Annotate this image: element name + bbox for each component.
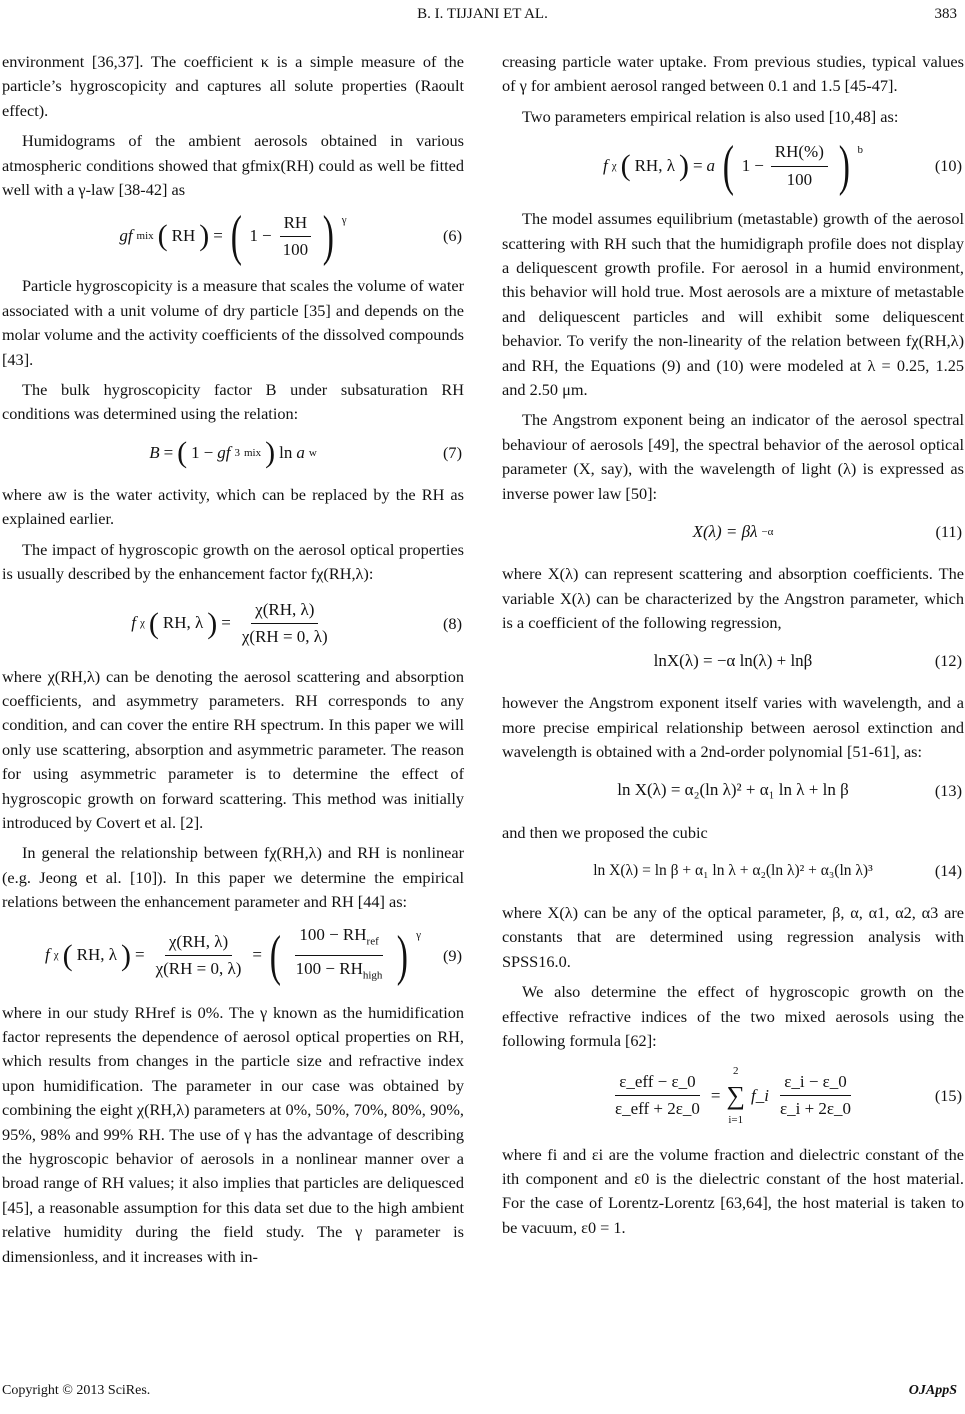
paragraph: however the Angstrom exponent itself varies with wavelength, and a more precise empirical relationship between aerosol extinction and wavelength is obtained with a 2nd-order polynomial [51-61], as: [502,693,964,762]
equation-10: f χ ( RH, λ ) = a ( 1 − $\frac{RH(\%)}{100}$ ) $^b$ (10) [602,135,962,198]
journal-name: OJAppS [908,1383,957,1398]
equation-12: lnX(λ) = −α ln(λ) + lnβ (12) [502,641,964,681]
paragraph: where X(λ) can represent scattering and absorption coefficients. The variable X(λ) can be characterized by the Angstron parameter, which is a coefficient of the following regression, [502,564,964,632]
paragraph: where fi and εi are the volume fraction and dielectric constant of the ith component and ε0 is the dielectric constant of the host material. For the case of Lorentz-Lorentz [63,64], the host material is taken to be vacuum, ε0 = 1. [502,1144,964,1237]
paragraph: The Angstrom exponent being an indicator of the aerosol spectral behaviour of aerosols [49], the spectral behavior of the aerosol optical parameter (X, say), with the wavelength of light (λ) is expressed as inverse power law [50]: [502,410,964,503]
paragraph: where in our study RHref is 0%. The γ known as the humidification factor represents the dependence of aerosol optical properties on RH, which results from changes in the particle size and refractive index upon humidification. The parameter in our case was obtained by combining the eight χ(RH,λ) parameters at 0%, 50%, 70%, 80%, 90%, 95%, 98% and 99% RH. The use of γ has the advantage of describing the hygroscopic behavior of aerosols in a nonlinear manner over a broad range of RH values; it also implies that particles are deliquesced [45], a reasonable assumption for this data set due to the high ambient relative humidity during the field study. The γ parameter is dimensionless, and it increases with in- [2,1002,464,1266]
equation-9: f χ ( RH, λ ) = $\frac{\chi(RH, \lambda)}{\chi(RH = 0, \lambda)}$ = ( $\frac{100 - RH_{ref}}{100 - RH_{high}}$ ) $^\gamma$ (9) [45,924,462,987]
equation-number: (7) [443,442,462,462]
running-title: B. I. TIJJANI ET AL. [417,6,548,22]
equation-number: (11) [935,521,962,541]
equation-number: (14) [934,860,962,880]
equation-7: B = ( 1 − gf 3 mix ) ln a w (7) [149,435,462,469]
paragraph: The impact of hygroscopic growth on the aerosol optical properties is usually described by the enhancement factor fχ(RH,λ): [2,539,464,584]
right-column [502,50,964,1246]
paragraph: where aw is the water activity, which can be replaced by the RH as explained earlier. [2,484,464,529]
paragraph: where X(λ) can be any of the optical parameter, β, α, α1, α2, α3 are constants that are determined using regression analysis with SPSS16.0. [502,902,964,971]
paragraph: The model assumes equilibrium (metastable) growth of the aerosol scattering with RH such that the humidigraph profile does not display a deliquescent growth profile. For aerosol in a humid environment, this behavior will hold true. Most aerosols are a mixture of metastable and deliquescent particles and will exhibit some deliquescent behavior. To verify the non-linearity of the relation between fχ(RH,λ) and RH, the Equations (9) and (10) were modeled at λ = 0.25, 1.25 and 2.50 μm. [502,209,964,400]
paragraph: We also determine the effect of hygroscopic growth on the effective refractive indices of the two mixed aerosols using the following formula [62]: [502,982,964,1050]
paragraph: Humidograms of the ambient aerosols obtained in various atmospheric conditions showed that gfmix(RH) could as well be fitted well with a γ-law [38-42] as [2,131,464,200]
paragraph: creasing particle water uptake. From previous studies, typical values of γ for ambient aerosol ranged between 0.1 and 1.5 [45-47]. [502,52,964,96]
copyright-text: Copyright © 2013 SciRes. [2,1383,151,1398]
page-header [0,6,965,30]
equation-15: $\frac{\text{ε\_eff − ε\_0}}{\text{ε\_eff + 2ε\_0}}$ = 2 ∑ i=1 f_i $\frac{\varepsilon\_i - \varepsilon\_0}{\varepsilon\_i + 2\varepsilon\_0}$ (15) [614,1065,962,1127]
equation-14: ln X(λ) = ln β + α₁ ln λ + α₂(ln λ)² + α₃(ln λ)³ (14) [502,851,964,891]
page-number: 383 [934,6,957,22]
equation-number: (8) [443,613,462,633]
equation-number: (13) [934,780,962,800]
equation-11: X(λ) = βλ −α (11) [502,512,964,552]
equation-13: ln X(λ) = α₂(ln λ)² + α₁ ln λ + ln β (13) [502,771,964,811]
paragraph: environment [36,37]. The coefficient κ is a simple measure of the particle’s hygroscopicity and captures all solute properties (Raoult effect). [2,52,464,120]
equation-number: (6) [443,226,462,246]
paragraph: In general the relationship between fχ(RH,λ) and RH is nonlinear (e.g. Jeong et al. [10]). In this paper we determine the empirical relations between the enhancement parameter and RH [44] as: [2,843,464,912]
paragraph: Particle hygroscopicity is a measure that scales the volume of water associated with a unit volume of dry particle [35] and depends on the molar volume and the activity coefficients of the dissolved compounds [43]. [2,276,464,369]
equation-number: (9) [443,945,462,965]
paragraph: and then we proposed the cubic [502,822,708,842]
equation-6: gf mix ( RH ) = ( 1 − $\frac{RH}{100}$ ) $^\gamma$ (6) [119,205,462,268]
paragraph: Two parameters empirical relation is also used [10,48] as: [522,106,899,126]
equation-number: (10) [934,156,962,176]
paragraph: where χ(RH,λ) can be denoting the aerosol scattering and absorption coefficients, and asymmetry parameters. RH corresponds to any condition, and can cover the entire RH spectrum. In this paper we will only use scattering, absorption and asymmetric parameter. The reason for using asymmetric parameter is to determine the effect of hygroscopic growth on forward scattering. This method was initially introduced by Covert et al. [2]. [2,666,464,832]
left-column [2,50,464,1275]
equation-number: (15) [934,1085,962,1105]
equation-8: f χ ( RH, λ ) = $\frac{\chi(RH, \lambda)}{\chi(RH = 0, \lambda)}$ (8) [131,599,462,646]
equation-number: (12) [934,651,962,671]
paragraph: The bulk hygroscopicity factor B under subsaturation RH conditions was determined using the relation: [2,380,464,424]
